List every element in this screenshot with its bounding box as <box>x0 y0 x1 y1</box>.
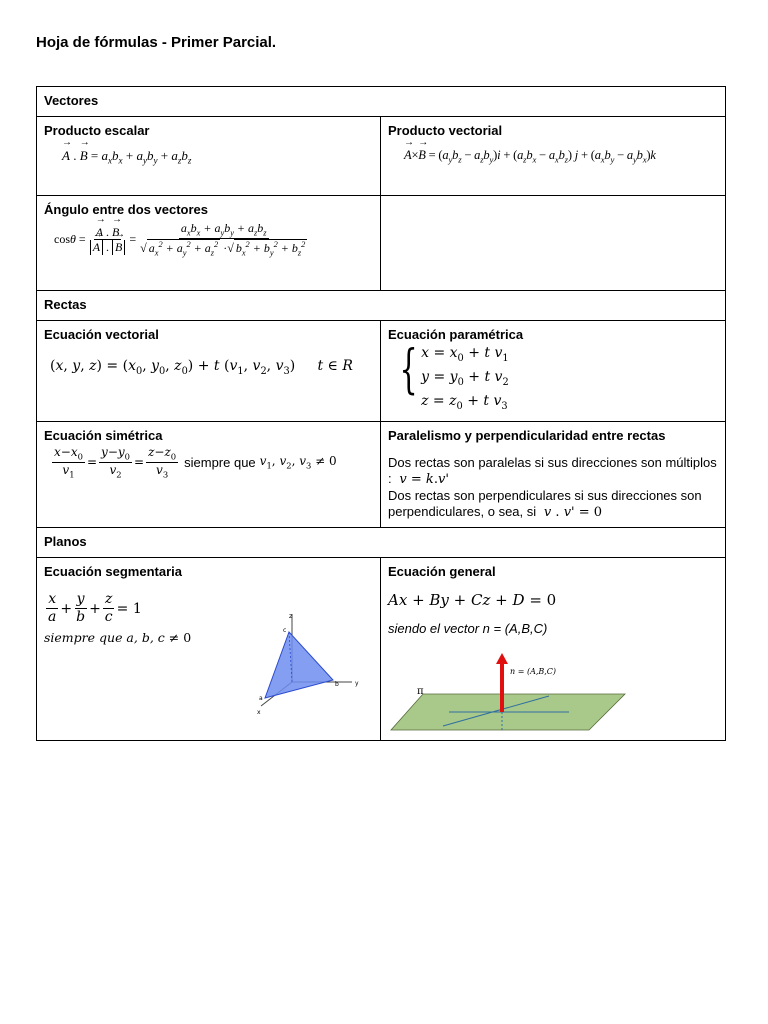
producto-vectorial-formula: → $A\times\to B = (a_yb_z - a_zb_y)i + (a_zb_x - a_xb_z) j + (a_xb_y - a_yb_x)k$ <box>404 148 718 165</box>
producto-escalar-label: Producto escalar <box>44 123 150 138</box>
siendo-vector-text: siendo el vector n = (A,B,C) <box>388 621 548 637</box>
cell-ecuacion-parametrica <box>381 321 726 422</box>
formula-table <box>36 86 726 741</box>
producto-vectorial-label: Producto vectorial <box>388 123 503 138</box>
section-vectores-row <box>37 87 726 117</box>
angulo-formula: cosθ = → A . → B → A . → B = $\frac{a_xb_x + a_yb_y + a_zb_z}{√ a_x^2 + a_y^2 + a_z^2 \cdot√ b_x^2 + b_y^2 + b_z^2}$ <box>54 221 373 259</box>
tetrahedron-figure <box>257 610 367 720</box>
section-vectores: Vectores <box>37 87 726 117</box>
row-ecuaciones-rectas <box>37 321 726 422</box>
ecuacion-general-label: Ecuación general <box>388 564 496 580</box>
ecuacion-general-formula: Ax + By + Cz + D = 0 <box>388 591 557 610</box>
vertex-label-a: a <box>259 695 263 703</box>
normal-label: n = (A,B,C) <box>510 667 557 677</box>
section-planos: Planos <box>37 528 726 558</box>
cell-ecuacion-segmentaria <box>37 558 381 741</box>
vertex-label-c: c <box>283 627 287 635</box>
ecuacion-simetrica-formula: $\frac{x-x_0}{v_1}$ = $\frac{y-y_0}{v_2}$ = $\frac{z-z_0}{v_3}$ siempre que $v_1$, $v_2$, $v_3 \ne 0$ <box>54 445 337 480</box>
plane-figure <box>389 652 629 732</box>
angulo-label: Ángulo entre dos vectores <box>44 202 208 217</box>
siempre-que-text: siempre que <box>184 454 256 470</box>
cell-ecuacion-simetrica <box>37 422 381 528</box>
cell-ecuacion-general <box>381 558 726 741</box>
cell-producto-vectorial <box>381 117 726 196</box>
vertex-label-b: b <box>335 681 339 689</box>
axis-label-x: x <box>257 709 261 717</box>
paralelas-sentence: Dos rectas son paralelas si sus direcciones son múltiplos : <box>388 455 717 487</box>
row-productos <box>37 117 726 196</box>
section-rectas: Rectas <box>37 291 726 321</box>
row-planos <box>37 558 726 741</box>
perpendiculares-sentence: Dos rectas son perpendiculares si sus direcciones son perpendiculares, o sea, si <box>388 488 702 520</box>
ecuacion-segmentaria-formula: $\frac{x}{a}$ + $\frac{y}{b}$ + $\frac{z}{c}$ = 1 <box>48 591 142 626</box>
section-rectas-row <box>37 291 726 321</box>
ecuacion-parametrica-label: Ecuación paramétrica <box>388 327 524 342</box>
axis-label-z: z <box>289 613 293 621</box>
normal-arrow-head <box>496 653 508 664</box>
axis-label-y: y <box>355 680 359 688</box>
cell-empty <box>381 196 726 291</box>
ecuacion-vectorial-label: Ecuación vectorial <box>44 327 159 342</box>
paralelismo-label: Paralelismo y perpendicularidad entre rectas <box>388 428 666 444</box>
siempre-que-italic: siempre que a, b, c <box>44 629 165 645</box>
ecuacion-simetrica-label: Ecuación simétrica <box>44 428 163 444</box>
cell-ecuacion-vectorial <box>37 321 381 422</box>
paralelas-text: Dos rectas son paralelas si sus direcciones son múltiplos : v = k.v' <box>388 455 717 488</box>
segmentaria-condition: siempre que a, b, c ≠ 0 <box>44 629 192 645</box>
cell-producto-escalar <box>37 117 381 196</box>
tetra-face <box>265 632 333 698</box>
section-planos-row <box>37 528 726 558</box>
plane-label: π <box>417 686 424 698</box>
cell-paralelismo <box>381 422 726 528</box>
row-simetrica <box>37 422 726 528</box>
perpendiculares-text: Dos rectas son perpendiculares si sus direcciones son perpendiculares, o sea, si v . v' = 0 <box>388 488 702 521</box>
row-angulo <box>37 196 726 291</box>
document-title: Hoja de fórmulas - Primer Parcial. <box>36 34 277 51</box>
ecuacion-segmentaria-label: Ecuación segmentaria <box>44 564 182 580</box>
producto-escalar-formula: → A . → $B = a_xb_x + a_yb_y + a_zb_z$ <box>62 148 373 166</box>
ecuacion-parametrica-formula: { $x = x_0 + t$ $v_1$ $y = y_0 + t$ $v_2$ $z = z_0 + t$ $v_3$ <box>399 340 509 412</box>
cell-angulo <box>37 196 381 291</box>
ecuacion-vectorial-formula: (x, y, $z) = (x_0$, $y_0$, $z_0) + t$ ($v_1$, $v_2$, $v_3$) t ∈ R <box>50 358 353 377</box>
